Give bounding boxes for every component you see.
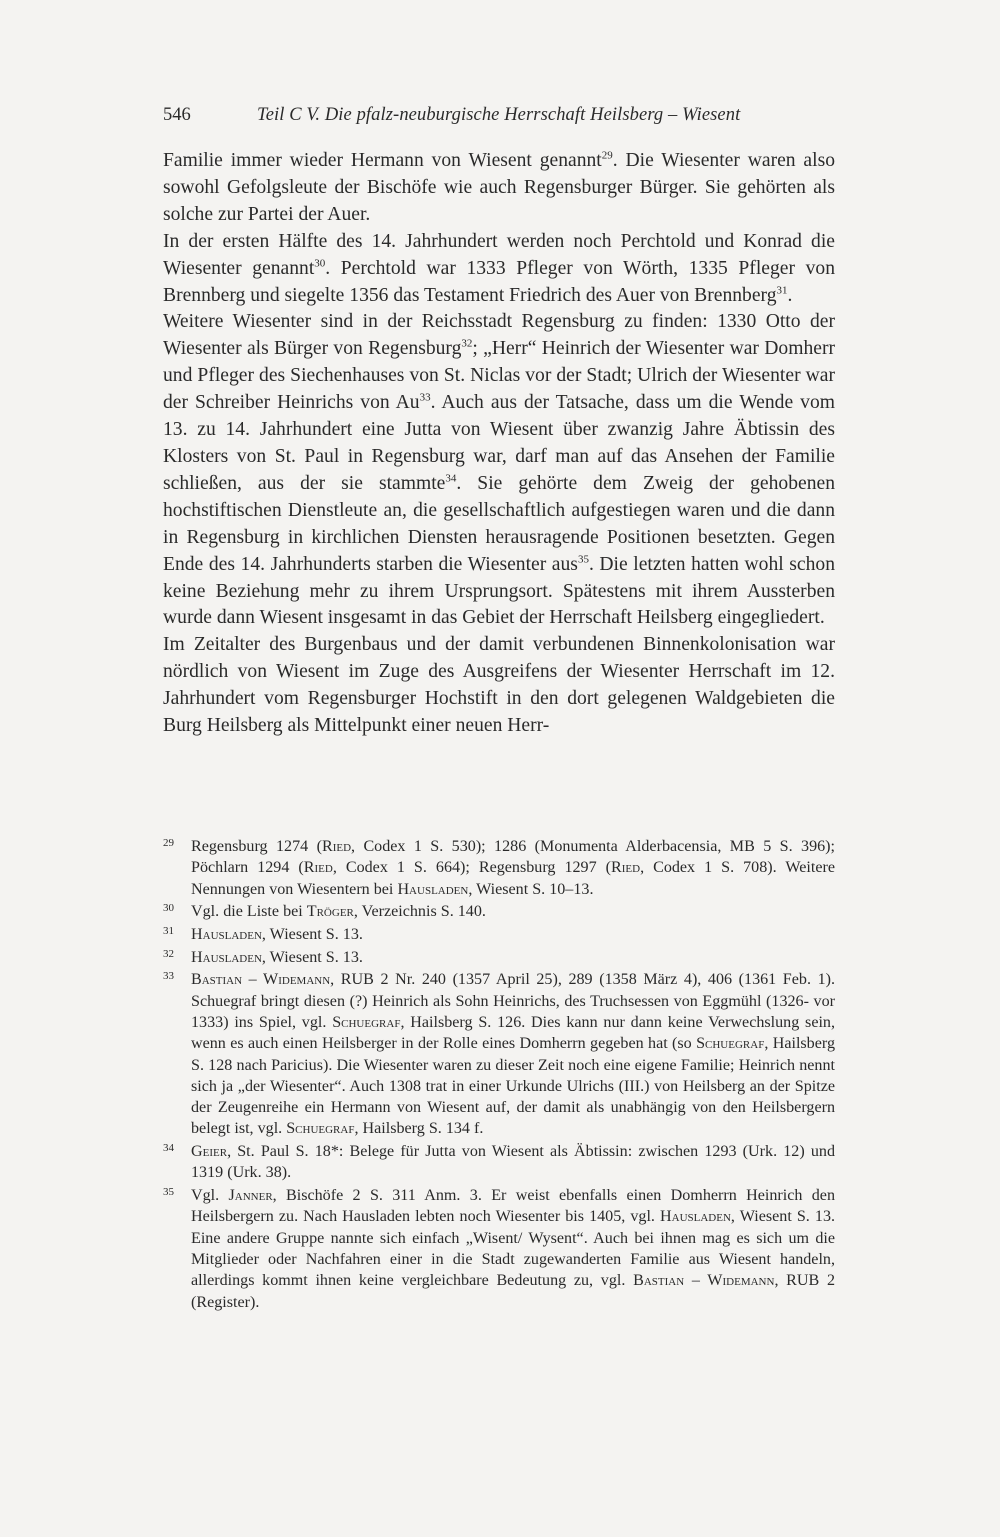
page-header [163, 100, 833, 130]
paragraph-text: Im Zeitalter des Burgenbaus und der damit verbundenen Binnenkolonisation war nördlich von Wiesent im Zuge des Ausgreifens der Wiesenter Herrschaft im 12. Jahrhundert vom Regensburger Hochstift in den dort gelegenen Waldgebieten die Burg Heilsberg als Mittelpunkt einer neuen Herr- [163, 634, 835, 737]
footnote-text: , Bischöfe 2 S. 311 Anm. 3. Er weist ebenfalls einen Domherrn Heinrich den Heilsbergern zu. Nach Hausladen lebten noch Wiesenter bis 1405, vgl. [191, 1187, 835, 1226]
footnote-text: , Wiesent S. 10–13. [468, 880, 594, 898]
author-name: Hausladen [191, 925, 262, 943]
paragraph-text: . Die Wiesenter waren also sowohl Gefolgsleute der Bischöfe wie auch Regensburger Bürger. Sie gehörten als solche zur Partei der Auer. [163, 150, 835, 225]
footnote-text: , Wiesent S. 13. [261, 948, 363, 966]
page-number: 546 [163, 105, 191, 125]
footnote-text: , Codex 1 S. 664); Regensburg 1297 ( [332, 859, 611, 877]
author-name: Schuegraf [696, 1035, 765, 1053]
footnote-number: 30 [163, 902, 174, 915]
footnote-text: Regensburg 1274 ( [191, 838, 322, 855]
paragraph [163, 309, 835, 632]
footnotes [163, 836, 835, 1314]
footnote-text: , St. Paul S. 18*: Belege für Jutta von Wiesent als Äbtissin: zwischen 1293 (Urk. 12) und 1319 (Urk. 38). [191, 1143, 835, 1182]
footnote-text: , Codex 1 S. 530); 1286 (Monumenta Alderbacensia, MB 5 S. 396); Pöchlarn 1294 ( [191, 838, 836, 877]
paragraph-text: Weitere Wiesenter sind in der Reichsstadt Regensburg zu finden: 1330 Otto der Wiesenter als Bürger von Regensburg [163, 311, 835, 360]
footnote-ref: 35 [577, 553, 589, 566]
footnote-ref: 33 [419, 391, 431, 404]
footnote-number: 32 [163, 947, 174, 960]
footnote-text: , Wiesent S. 13. [261, 925, 363, 943]
author-name: Tröger [306, 903, 354, 921]
author-name: Schuegraf [332, 1013, 401, 1031]
author-name: Hausladen [660, 1208, 731, 1226]
paragraph [163, 632, 835, 740]
paragraph-text: ; „Herr“ Heinrich der Wiesenter war Domherr und Pfleger des Siechenhauses von St. Niclas vor der Stadt; Ulrich der Wiesenter war der Schreiber Heinrichs von Au [163, 338, 835, 414]
footnote-text: , RUB 2 Nr. 240 (1357 April 25), 289 (1358 März 4), 406 (1361 Feb. 1). Schuegraf bringt diesen (?) Heinrich als Sohn Heinrichs, des Truchsessen von Eggmühl (1326- vor 1333) ins Spiel, vgl. [191, 971, 836, 1031]
footnote-ref: 30 [314, 257, 326, 270]
footnote-number: 34 [163, 1142, 174, 1155]
footnote-number: 33 [163, 970, 174, 983]
footnote-text: , Codex 1 S. 708). Weitere Nennungen von Wiesentern bei [191, 859, 835, 898]
footnote-text: , Hailsberg S. 134 f. [354, 1120, 484, 1138]
main-text [163, 148, 835, 740]
footnote-ref: 29 [601, 149, 613, 162]
author-name: Hausladen [397, 880, 469, 898]
footnote-number: 35 [163, 1186, 174, 1199]
footnote [163, 947, 835, 968]
footnote-number: 29 [163, 837, 174, 849]
footnote [163, 969, 835, 1139]
paragraph-text: In der ersten Hälfte des 14. Jahrhundert werden noch Perchtold und Konrad die Wiesenter genannt [163, 230, 835, 279]
author-name: Geier [191, 1143, 228, 1161]
author-name: Bastian – Widemann [633, 1272, 775, 1290]
footnote-text: , Wiesent S. 13. Eine andere Gruppe nannte sich einfach „Wisent/ Wysent“. Auch bei ihnen mag es sich um die Mitglieder oder Nachfahren einer in die Stadt zugewanderten Familie aus Wiesent handeln, allerdings kommt ihnen keine vergleichbare Bedeutung zu, vgl. [191, 1208, 836, 1290]
paragraph-text: Familie immer wieder Hermann von Wiesent genannt [163, 150, 602, 171]
footnote-text: Vgl. [191, 1187, 229, 1205]
author-name: Janner [228, 1187, 273, 1205]
footnote [163, 836, 835, 900]
author-name: Ried [611, 859, 641, 877]
author-name: Schuegraf [286, 1120, 355, 1138]
paragraph [163, 229, 835, 310]
paragraph-text: . [787, 284, 793, 306]
footnote [163, 924, 835, 945]
footnote-ref: 31 [776, 284, 788, 296]
footnote-text: , Hailsberg S. 126. Dies kann nur dann keine Verwechslung sein, wenn es auch einen Heilsberger in der Rolle eines Domherrn gegeben hat (so [191, 1013, 836, 1053]
author-name: Hausladen [191, 948, 262, 966]
footnote-ref: 32 [461, 337, 473, 350]
author-name: Ried [303, 859, 333, 877]
paragraph [163, 148, 835, 229]
footnote-text: , Verzeichnis S. 140. [353, 903, 486, 921]
author-name: Ried [321, 838, 352, 855]
paragraph-text: . Auch aus der Tatsache, dass um die Wende vom 13. zu 14. Jahrhundert eine Jutta von Wiesent über zwanzig Jahre Äbtissin des Klosters von St. Paul in Regensburg war, darf man auf das Ansehen der Familie schließen, aus der sie stammte [163, 392, 835, 494]
footnote-number: 31 [163, 924, 174, 937]
paragraph-text: . Perchtold war 1333 Pfleger von Wörth, 1335 Pfleger von Brennberg und siegelte 1356 das Testament Friedrich des Auer von Brennberg [163, 257, 835, 306]
footnote [163, 1141, 835, 1184]
paragraph-text: . Die letzten hatten wohl schon keine Beziehung mehr zu ihrem Ursprungsort. Spätestens mit ihrem Aussterben wurde dann Wiesent insgesamt in das Gebiet der Herrschaft Heilsberg eingegliedert. [163, 553, 835, 629]
author-name: Bastian – Widemann [191, 971, 331, 989]
footnote-text: Vgl. die Liste bei [191, 903, 307, 921]
running-title: Teil C V. Die pfalz-neuburgische Herrschaft Heilsberg – Wiesent [257, 105, 741, 125]
footnote [163, 1185, 835, 1313]
paragraph-text: . Sie gehörte dem Zweig der gehobenen hochstiftischen Dienstleute an, die gesellschaftlich aufgestiegen waren und die dann in Regensburg in kirchlichen Diensten herausragende Positionen besetzten. Gegen Ende des 14. Jahrhunderts starben die Wiesenter aus [163, 472, 835, 575]
footnote-text: , RUB 2 (Register). [191, 1272, 835, 1311]
footnote [163, 901, 835, 922]
footnote-ref: 34 [445, 472, 457, 485]
footnote-text: , Hailsberg S. 128 nach Paricius). Die Wiesenter waren zu dieser Zeit noch eine eigene Familie; Heinrich nennt sich ja „der Wiesenter“. Auch 1308 trat in einer Urkunde Ulrichs (III.) von Heilsberg an der Spitze der Zeugenreihe ein Hermann von Wiesent auf, der damit als unabhängig von den Heilsbergern belegt ist, vgl. [191, 1035, 835, 1138]
